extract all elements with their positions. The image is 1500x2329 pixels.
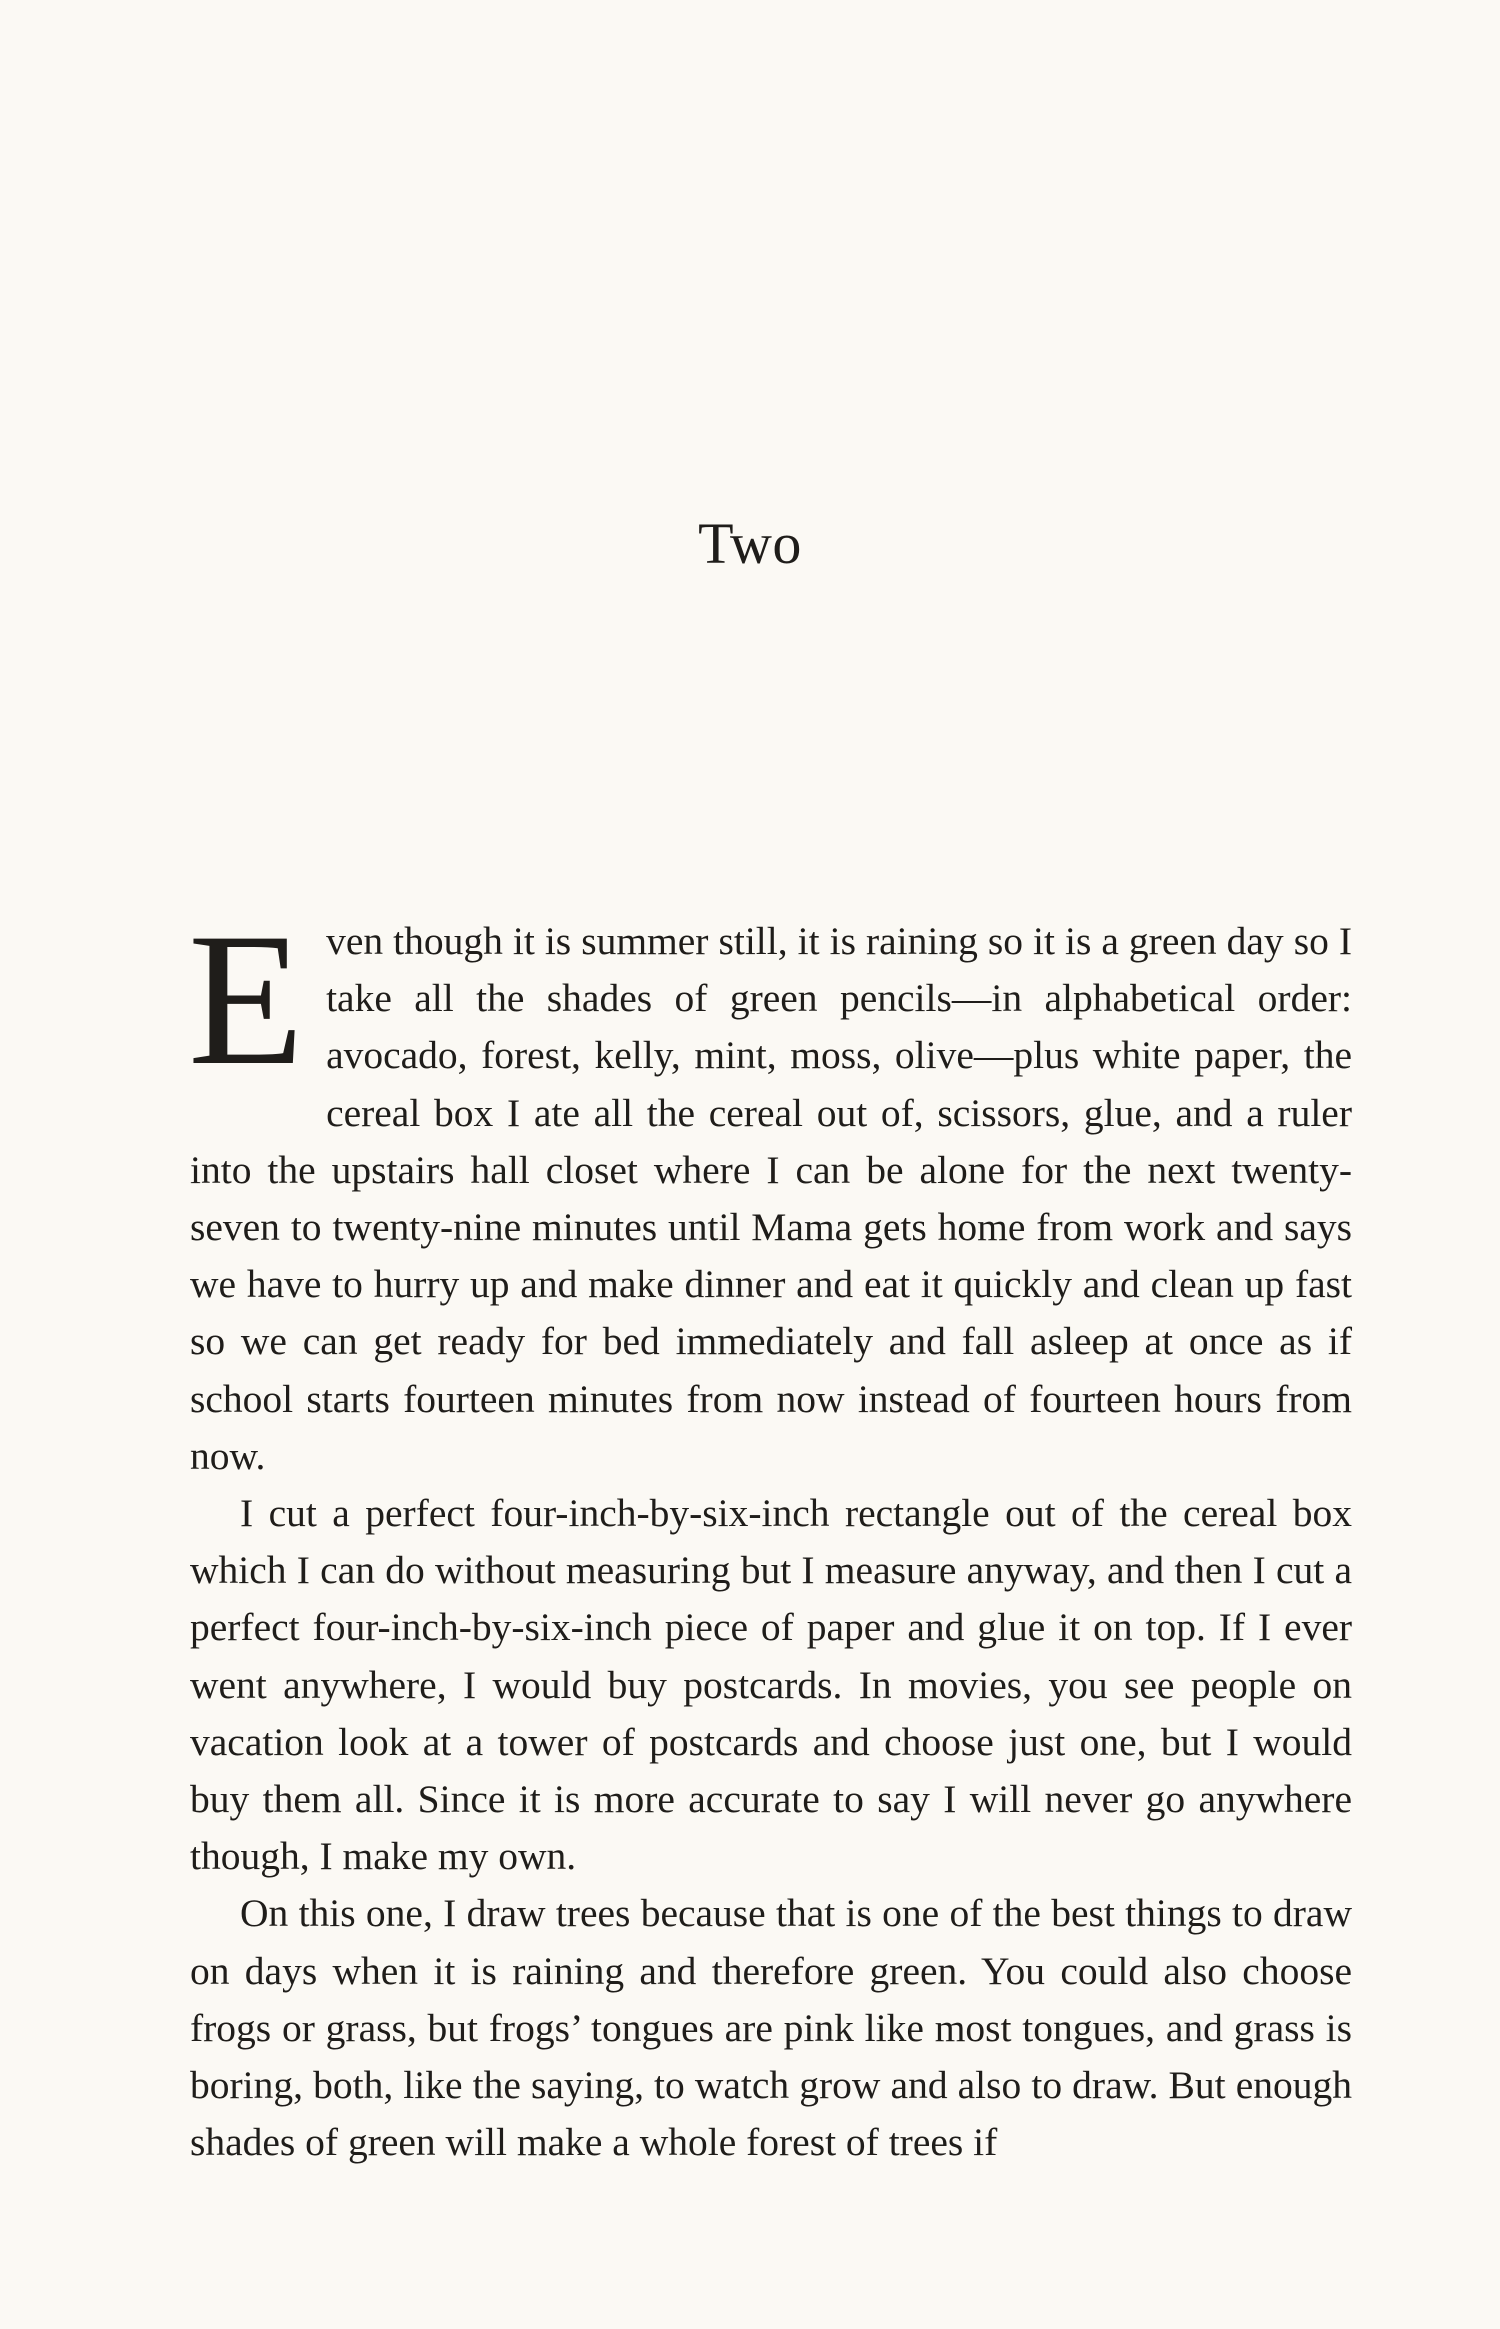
paragraph-1 — [188, 895, 1352, 1485]
chapter-body — [188, 895, 1352, 2171]
paragraph-3: On this one, I draw trees because that is one of the best things to draw on days when it is raining and therefore green. You could also choose frogs or grass, but frogs’ tongues are pink like most tongues, and grass is boring, both, like the saying, to watch grow and also to draw. But enough shades of green will make a whole forest of trees if — [190, 1891, 1352, 2165]
drop-cap: E — [188, 895, 305, 1105]
paragraph-2: I cut a perfect four-inch-by-six-inch rectangle out of the cereal box which I can do without measuring but I measure anyway, and then I cut a perfect four-inch-by-six-inch piece of paper and glue it on top. If I ever went anywhere, I would buy postcards. In movies, you see people on vacation look at a tower of postcards and choose just one, but I would buy them all. Since it is more accurate to say I will never go anywhere though, I make my own. — [190, 1491, 1352, 1879]
paragraph-1-text: ven though it is summer still, it is raining so it is a green day so I take all the shades of green pencils—in alphabetical order: avocado, forest, kelly, mint, moss, olive—plus white paper, the cereal box I ate all the cereal out of, scissors, glue, and a ruler into the upstairs hall closet where I can be alone for the next twenty-seven to twenty-nine minutes until Mama gets home from work and says we have to hurry up and make dinner and eat it quickly and clean up fast so we can get ready for bed immediately and fall asleep at once as if school starts fourteen minutes from now instead of fourteen hours from now. — [190, 919, 1352, 1478]
chapter-title: Two — [698, 511, 802, 576]
